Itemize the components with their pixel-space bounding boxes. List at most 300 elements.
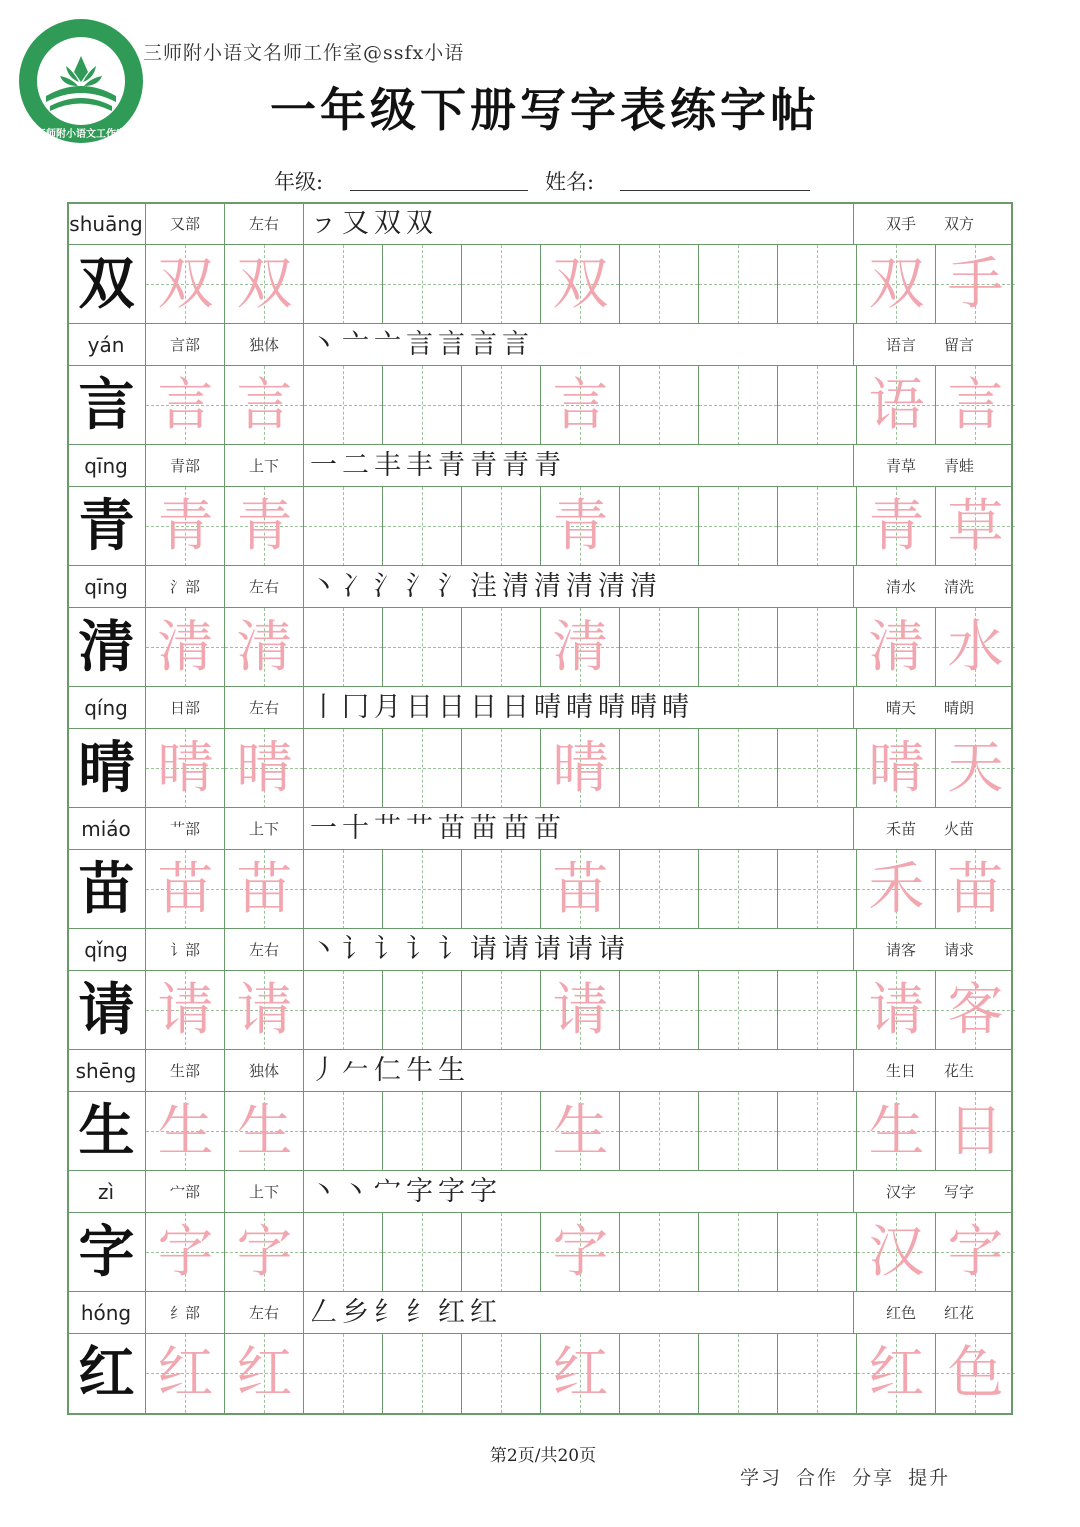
- stroke-step: 晴: [534, 692, 561, 723]
- pinyin: hóng: [67, 1292, 146, 1334]
- example-word: 请客: [886, 941, 917, 959]
- stroke-step: 丶: [310, 934, 337, 965]
- stroke-step: 氵: [374, 571, 401, 602]
- writing-cell[interactable]: [778, 608, 857, 687]
- trace-character: 言: [157, 373, 214, 438]
- stroke-order: [304, 445, 854, 487]
- writing-cell[interactable]: [699, 245, 778, 324]
- stroke-step: 丶: [310, 1176, 337, 1207]
- writing-cell[interactable]: [699, 487, 778, 566]
- stroke-step: 亠: [374, 329, 401, 360]
- writing-cell[interactable]: [541, 729, 620, 808]
- writing-cell[interactable]: [857, 971, 936, 1050]
- practice-row: [67, 970, 1011, 1049]
- model-cell: [67, 1334, 146, 1413]
- stroke-step: 晴: [566, 692, 593, 723]
- pinyin: miáo: [67, 808, 146, 850]
- writing-cell[interactable]: [383, 971, 462, 1050]
- example-word: 火苗: [944, 820, 975, 838]
- writing-cell[interactable]: [383, 608, 462, 687]
- example-words: [854, 808, 1011, 850]
- writing-cell[interactable]: [857, 1213, 936, 1292]
- stroke-step: 红: [438, 1297, 465, 1328]
- stroke-step: 生: [438, 1055, 465, 1086]
- writing-cell[interactable]: [699, 729, 778, 808]
- writing-cell[interactable]: [936, 850, 1015, 929]
- word-trace-character: 手: [947, 252, 1004, 317]
- writing-cell[interactable]: [225, 971, 304, 1050]
- word-trace-character: 双: [868, 252, 925, 317]
- stroke-step: 青: [470, 450, 497, 481]
- writing-cell[interactable]: [778, 1092, 857, 1171]
- stroke-step: 亠: [342, 329, 369, 360]
- writing-cell[interactable]: [541, 608, 620, 687]
- word-trace-character: 生: [868, 1099, 925, 1164]
- writing-cell[interactable]: [304, 245, 383, 324]
- stroke-step: 青: [502, 450, 529, 481]
- pinyin: qíng: [67, 687, 146, 729]
- writing-cell[interactable]: [541, 1334, 620, 1413]
- info-row: [67, 1049, 1011, 1091]
- word-trace-character: 晴: [868, 736, 925, 801]
- model-character: 晴: [78, 735, 135, 801]
- writing-cell[interactable]: [225, 245, 304, 324]
- stroke-order: [304, 808, 854, 850]
- pinyin: yán: [67, 324, 146, 366]
- writing-cell[interactable]: [225, 608, 304, 687]
- stroke-step: 冂: [342, 692, 369, 723]
- example-word: 晴朗: [944, 699, 975, 717]
- stroke-step: 清: [502, 571, 529, 602]
- writing-cell[interactable]: [936, 729, 1015, 808]
- writing-cell[interactable]: [304, 487, 383, 566]
- practice-row: [67, 365, 1011, 444]
- trace-character: 言: [552, 373, 609, 438]
- writing-cell[interactable]: [620, 971, 699, 1050]
- trace-character: 请: [157, 978, 214, 1043]
- stroke-step: 清: [566, 571, 593, 602]
- example-word: 晴天: [886, 699, 917, 717]
- writing-cell[interactable]: [225, 729, 304, 808]
- structure: 左右: [225, 566, 304, 608]
- writing-cell[interactable]: [936, 608, 1015, 687]
- word-trace-character: 清: [868, 615, 925, 680]
- model-cell: [67, 1213, 146, 1292]
- writing-cell[interactable]: [225, 1213, 304, 1292]
- structure: 独体: [225, 1050, 304, 1092]
- pinyin: qīng: [67, 566, 146, 608]
- pinyin: shuāng: [67, 203, 146, 245]
- example-word: 汉字: [886, 1183, 917, 1201]
- writing-cell[interactable]: [936, 1334, 1015, 1413]
- trace-character: 苗: [157, 857, 214, 922]
- writing-cell[interactable]: [541, 971, 620, 1050]
- example-words: [854, 1171, 1011, 1213]
- info-row: [67, 202, 1011, 244]
- stroke-order: [304, 1292, 854, 1334]
- stroke-step: 清: [598, 571, 625, 602]
- example-word: 禾苗: [886, 820, 917, 838]
- stroke-step: 牛: [406, 1055, 433, 1086]
- word-trace-character: 日: [947, 1099, 1004, 1164]
- model-cell: [67, 1092, 146, 1171]
- stroke-step: 𠃋: [310, 1297, 337, 1328]
- writing-cell[interactable]: [304, 971, 383, 1050]
- trace-character: 生: [157, 1099, 214, 1164]
- structure: 独体: [225, 324, 304, 366]
- word-trace-character: 汉: [868, 1220, 925, 1285]
- writing-cell[interactable]: [857, 608, 936, 687]
- practice-row: [67, 849, 1011, 928]
- trace-character: 双: [157, 252, 214, 317]
- writing-cell[interactable]: [541, 1092, 620, 1171]
- writing-cell[interactable]: [462, 608, 541, 687]
- writing-cell[interactable]: [936, 971, 1015, 1050]
- writing-cell[interactable]: [225, 850, 304, 929]
- writing-cell[interactable]: [383, 366, 462, 445]
- practice-row: [67, 1212, 1011, 1291]
- writing-cell[interactable]: [304, 1092, 383, 1171]
- stroke-step: 苗: [502, 813, 529, 844]
- trace-character: 请: [552, 978, 609, 1043]
- writing-cell[interactable]: [857, 729, 936, 808]
- writing-cell[interactable]: [778, 1334, 857, 1413]
- stroke-step: 苗: [470, 813, 497, 844]
- writing-cell[interactable]: [462, 1092, 541, 1171]
- logo-text: 三师附小语文工作室: [36, 129, 126, 140]
- stroke-step: 言: [406, 329, 433, 360]
- stroke-step: 氵: [438, 571, 465, 602]
- model-cell: [67, 608, 146, 687]
- grade-field[interactable]: [350, 190, 528, 191]
- info-row: [67, 444, 1011, 486]
- page-title: 一年级下册写字表练字帖: [270, 83, 820, 137]
- model-character: 言: [78, 372, 135, 438]
- radical: 纟部: [146, 1292, 225, 1334]
- writing-cell[interactable]: [304, 850, 383, 929]
- writing-cell[interactable]: [462, 245, 541, 324]
- structure: 左右: [225, 1292, 304, 1334]
- writing-cell[interactable]: [699, 1213, 778, 1292]
- writing-cell[interactable]: [620, 1213, 699, 1292]
- stroke-step: 又: [342, 208, 369, 239]
- writing-cell[interactable]: [383, 1092, 462, 1171]
- writing-cell[interactable]: [620, 1092, 699, 1171]
- writing-cell[interactable]: [225, 366, 304, 445]
- stroke-step: 二: [342, 450, 369, 481]
- trace-character: 双: [236, 252, 293, 317]
- model-cell: [67, 245, 146, 324]
- radical: 言部: [146, 324, 225, 366]
- writing-cell[interactable]: [304, 729, 383, 808]
- writing-cell[interactable]: [541, 1213, 620, 1292]
- writing-cell[interactable]: [699, 971, 778, 1050]
- word-trace-character: 草: [947, 494, 1004, 559]
- word-trace-character: 言: [947, 373, 1004, 438]
- radical: 宀部: [146, 1171, 225, 1213]
- stroke-step: 双: [374, 208, 401, 239]
- stroke-step: 宀: [374, 1176, 401, 1207]
- writing-cell[interactable]: [778, 729, 857, 808]
- example-word: 清洗: [944, 578, 975, 596]
- model-character: 红: [78, 1340, 135, 1406]
- stroke-step: 晴: [630, 692, 657, 723]
- writing-cell[interactable]: [699, 1092, 778, 1171]
- word-trace-character: 语: [868, 373, 925, 438]
- pinyin: shēng: [67, 1050, 146, 1092]
- example-word: 清水: [886, 578, 917, 596]
- writing-cell[interactable]: [146, 608, 225, 687]
- word-trace-character: 请: [868, 978, 925, 1043]
- writing-cell[interactable]: [620, 608, 699, 687]
- writing-cell[interactable]: [857, 1334, 936, 1413]
- writing-cell[interactable]: [383, 245, 462, 324]
- example-word: 生日: [886, 1062, 917, 1080]
- stroke-step: 清: [534, 571, 561, 602]
- stroke-step: ㇷ: [310, 208, 337, 239]
- word-trace-character: 苗: [947, 857, 1004, 922]
- writing-cell[interactable]: [857, 245, 936, 324]
- writing-cell[interactable]: [699, 608, 778, 687]
- writing-cell[interactable]: [462, 729, 541, 808]
- stroke-step: 言: [438, 329, 465, 360]
- writing-cell[interactable]: [383, 487, 462, 566]
- model-cell: [67, 366, 146, 445]
- studio-name: 三师附小语文名师工作室@ssfx小语: [143, 42, 465, 64]
- info-row: [67, 1170, 1011, 1212]
- example-word: 青蛙: [944, 457, 975, 475]
- practice-row: [67, 1091, 1011, 1170]
- radical: 艹部: [146, 808, 225, 850]
- name-label: 姓名:: [545, 170, 595, 194]
- trace-character: 晴: [157, 736, 214, 801]
- writing-cell[interactable]: [778, 971, 857, 1050]
- writing-cell[interactable]: [304, 1334, 383, 1413]
- writing-cell[interactable]: [936, 366, 1015, 445]
- stroke-step: 苗: [534, 813, 561, 844]
- stroke-step: 丿: [310, 1055, 337, 1086]
- stroke-step: 红: [470, 1297, 497, 1328]
- writing-cell[interactable]: [541, 366, 620, 445]
- writing-cell[interactable]: [541, 245, 620, 324]
- pinyin: zì: [67, 1171, 146, 1213]
- writing-cell[interactable]: [936, 1092, 1015, 1171]
- writing-cell[interactable]: [699, 1334, 778, 1413]
- trace-character: 红: [157, 1341, 214, 1406]
- writing-cell[interactable]: [699, 850, 778, 929]
- stroke-order: [304, 687, 854, 729]
- stroke-step: 丰: [406, 450, 433, 481]
- writing-cell[interactable]: [620, 487, 699, 566]
- info-row: [67, 928, 1011, 970]
- writing-cell[interactable]: [383, 1334, 462, 1413]
- model-character: 生: [78, 1098, 135, 1164]
- writing-cell[interactable]: [462, 1213, 541, 1292]
- trace-character: 清: [552, 615, 609, 680]
- writing-cell[interactable]: [146, 1213, 225, 1292]
- writing-cell[interactable]: [146, 487, 225, 566]
- writing-cell[interactable]: [936, 487, 1015, 566]
- structure: 上下: [225, 808, 304, 850]
- stroke-step: 苗: [438, 813, 465, 844]
- stroke-order: [304, 1050, 854, 1092]
- stroke-step: 言: [502, 329, 529, 360]
- writing-cell[interactable]: [857, 366, 936, 445]
- writing-cell[interactable]: [778, 245, 857, 324]
- writing-cell[interactable]: [462, 850, 541, 929]
- stroke-step: 字: [406, 1176, 433, 1207]
- stroke-step: 字: [438, 1176, 465, 1207]
- stroke-step: 艹: [374, 813, 401, 844]
- radical: 生部: [146, 1050, 225, 1092]
- structure: 上下: [225, 445, 304, 487]
- trace-character: 字: [552, 1220, 609, 1285]
- writing-cell[interactable]: [620, 245, 699, 324]
- radical: 氵部: [146, 566, 225, 608]
- stroke-step: 请: [598, 934, 625, 965]
- writing-cell[interactable]: [857, 850, 936, 929]
- writing-cell[interactable]: [225, 1334, 304, 1413]
- pinyin: qǐng: [67, 929, 146, 971]
- example-word: 红花: [944, 1304, 975, 1322]
- writing-cell[interactable]: [936, 1213, 1015, 1292]
- stroke-step: 字: [470, 1176, 497, 1207]
- writing-cell[interactable]: [857, 487, 936, 566]
- name-field[interactable]: [620, 190, 810, 191]
- trace-character: 青: [552, 494, 609, 559]
- page-number: 第2页/共20页: [489, 1446, 597, 1466]
- structure: 左右: [225, 203, 304, 245]
- writing-cell[interactable]: [620, 1334, 699, 1413]
- writing-cell[interactable]: [225, 1092, 304, 1171]
- info-row: [67, 686, 1011, 728]
- stroke-step: 晴: [598, 692, 625, 723]
- model-character: 青: [78, 493, 135, 559]
- writing-cell[interactable]: [778, 1213, 857, 1292]
- writing-cell[interactable]: [541, 487, 620, 566]
- info-row: [67, 323, 1011, 365]
- example-word: 写字: [944, 1183, 975, 1201]
- model-character: 双: [78, 251, 135, 317]
- stroke-step: 晴: [662, 692, 689, 723]
- radical: 日部: [146, 687, 225, 729]
- writing-cell[interactable]: [146, 1334, 225, 1413]
- stroke-step: 月: [374, 692, 401, 723]
- writing-cell[interactable]: [778, 487, 857, 566]
- writing-cell[interactable]: [541, 850, 620, 929]
- trace-character: 言: [236, 373, 293, 438]
- writing-cell[interactable]: [462, 1334, 541, 1413]
- trace-character: 字: [157, 1220, 214, 1285]
- writing-cell[interactable]: [778, 850, 857, 929]
- trace-character: 生: [236, 1099, 293, 1164]
- trace-character: 清: [157, 615, 214, 680]
- stroke-step: 冫: [342, 571, 369, 602]
- structure: 左右: [225, 929, 304, 971]
- stroke-step: 青: [438, 450, 465, 481]
- trace-character: 生: [552, 1099, 609, 1164]
- writing-cell[interactable]: [462, 971, 541, 1050]
- stroke-step: 双: [406, 208, 433, 239]
- writing-cell[interactable]: [778, 366, 857, 445]
- example-words: [854, 1050, 1011, 1092]
- writing-cell[interactable]: [146, 729, 225, 808]
- writing-cell[interactable]: [146, 245, 225, 324]
- stroke-step: 洼: [470, 571, 497, 602]
- model-cell: [67, 971, 146, 1050]
- stroke-order: [304, 203, 854, 245]
- writing-cell[interactable]: [462, 366, 541, 445]
- writing-cell[interactable]: [620, 729, 699, 808]
- stroke-step: 请: [470, 934, 497, 965]
- writing-cell[interactable]: [304, 1213, 383, 1292]
- stroke-step: 讠: [406, 934, 433, 965]
- writing-cell[interactable]: [146, 850, 225, 929]
- info-row: [67, 1291, 1011, 1333]
- model-character: 字: [78, 1219, 135, 1285]
- stroke-step: 十: [342, 813, 369, 844]
- writing-cell[interactable]: [304, 608, 383, 687]
- stroke-step: 丰: [374, 450, 401, 481]
- writing-cell[interactable]: [383, 850, 462, 929]
- stroke-step: 日: [406, 692, 433, 723]
- trace-character: 清: [236, 615, 293, 680]
- writing-cell[interactable]: [304, 366, 383, 445]
- trace-character: 苗: [236, 857, 293, 922]
- writing-cell[interactable]: [857, 1092, 936, 1171]
- stroke-step: 讠: [342, 934, 369, 965]
- writing-cell[interactable]: [383, 729, 462, 808]
- writing-cell[interactable]: [146, 971, 225, 1050]
- stroke-step: 日: [438, 692, 465, 723]
- stroke-step: 请: [566, 934, 593, 965]
- example-words: [854, 324, 1011, 366]
- stroke-step: 纟: [406, 1297, 433, 1328]
- stroke-step: 请: [534, 934, 561, 965]
- model-cell: [67, 729, 146, 808]
- model-character: 请: [78, 977, 135, 1043]
- writing-cell[interactable]: [936, 245, 1015, 324]
- writing-cell[interactable]: [146, 366, 225, 445]
- model-cell: [67, 850, 146, 929]
- stroke-step: 乡: [342, 1297, 369, 1328]
- stroke-step: 氵: [406, 571, 433, 602]
- structure: 上下: [225, 1171, 304, 1213]
- writing-cell[interactable]: [620, 366, 699, 445]
- example-words: [854, 203, 1011, 245]
- practice-row: [67, 607, 1011, 686]
- word-trace-character: 天: [947, 736, 1004, 801]
- stroke-step: 丶: [310, 571, 337, 602]
- example-words: [854, 929, 1011, 971]
- writing-cell[interactable]: [225, 487, 304, 566]
- info-row: [67, 565, 1011, 607]
- structure: 左右: [225, 687, 304, 729]
- writing-cell[interactable]: [462, 487, 541, 566]
- example-word: 双手: [886, 215, 917, 233]
- writing-cell[interactable]: [383, 1213, 462, 1292]
- writing-cell[interactable]: [620, 850, 699, 929]
- model-character: 苗: [78, 856, 135, 922]
- trace-character: 晴: [236, 736, 293, 801]
- radical: 又部: [146, 203, 225, 245]
- practice-row: [67, 728, 1011, 807]
- writing-cell[interactable]: [699, 366, 778, 445]
- writing-cell[interactable]: [146, 1092, 225, 1171]
- pinyin: qīng: [67, 445, 146, 487]
- example-words: [854, 445, 1011, 487]
- example-word: 花生: [944, 1062, 975, 1080]
